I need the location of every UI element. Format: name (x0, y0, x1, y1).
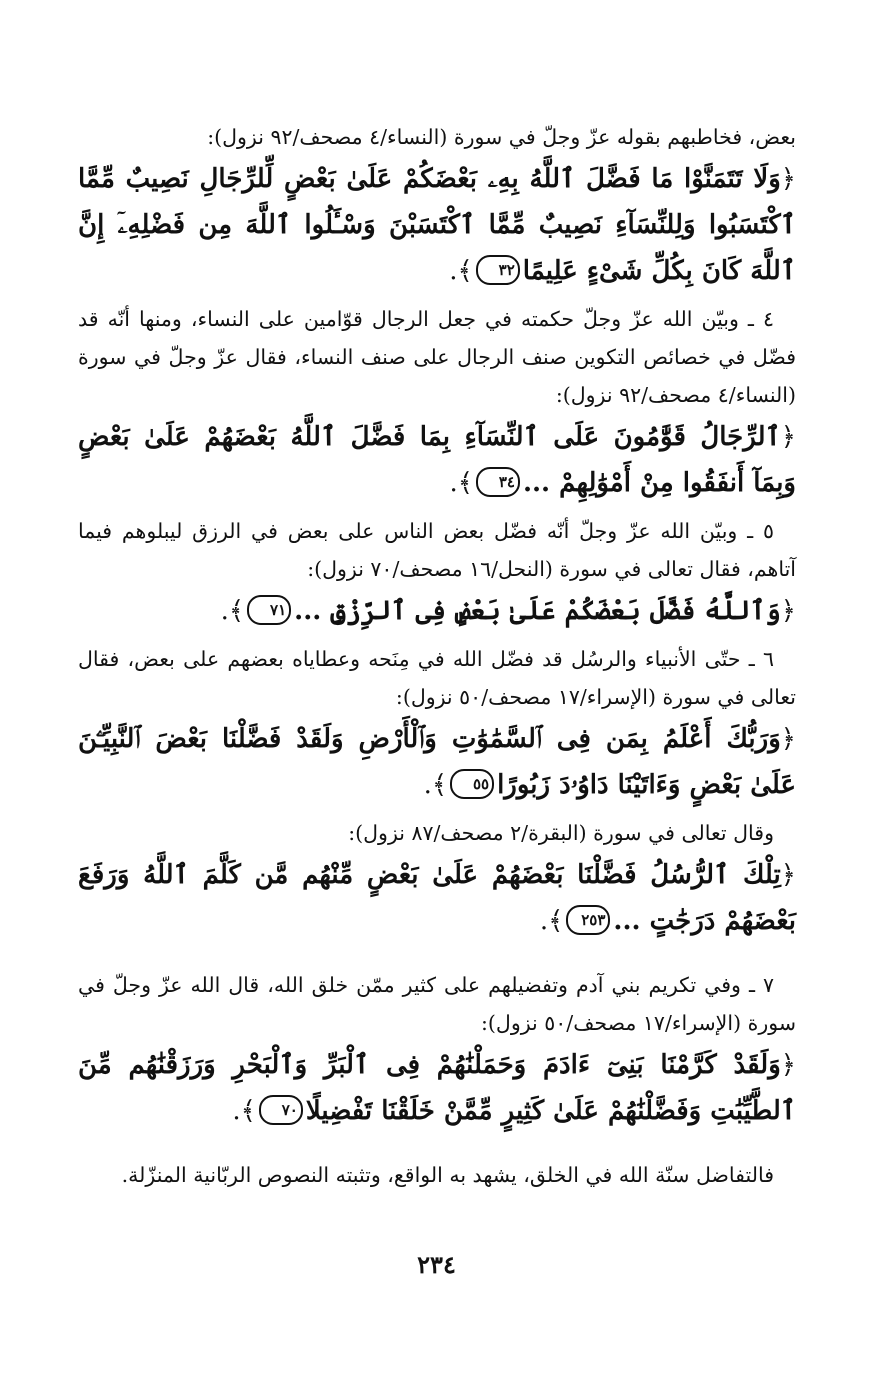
verse-text: وَلَقَدْ كَرَّمْنَا بَنِىٓ ءَادَمَ وَحَمَلْنَٰهُمْ فِى ٱلْبَرِّ وَٱلْبَحْرِ وَرَزَقْنَٰهُم مِّنَ ٱلطَّيِّبَٰتِ وَفَضَّلْنَٰهُمْ عَلَىٰ كَثِيرٍ مِّمَّنْ خَلَقْنَا تَفْضِيلًا (78, 1050, 796, 1126)
verse-open-bracket: ﴿ (780, 724, 796, 754)
spacer (78, 1140, 796, 1156)
verse-text: تِلْكَ ٱلرُّسُلُ فَضَّلْنَا بَعْضَهُمْ عَلَىٰ بَعْضٍ مِّنْهُم مَّن كَلَّمَ ٱللَّهُ وَرَفَعَ بَعْضَهُمْ دَرَجَٰتٍ ... (78, 860, 796, 936)
spacer (78, 950, 796, 966)
verse-open-bracket: ﴿ (780, 164, 796, 194)
verse-open-bracket: ﴿ (780, 596, 796, 626)
verse-text: وَلَا تَتَمَنَّوْا مَا فَضَّلَ ٱللَّهُ بِهِۦ بَعْضَكُمْ عَلَىٰ بَعْضٍ لِّلرِّجَالِ نَصِيبٌ مِّمَّا ٱكْتَسَبُوا وَلِلنِّسَآءِ نَصِيبٌ مِّمَّا ٱكْتَسَبْنَ وَسْـَٔلُوا ٱللَّهَ مِن فَضْلِهِۦٓ إِنَّ ٱللَّهَ كَانَ بِكُلِّ شَىْءٍ عَلِيمًا (78, 164, 796, 286)
quran-verse (78, 414, 796, 506)
paragraph: ٧ ـ وفي تكريم بني آدم وتفضيلهم على كثير ممّن خلق الله، قال الله عزّ وجلّ في سورة (الإسراء/١٧ مصحف/٥٠ نزول): (78, 973, 796, 1035)
quran-verse (78, 588, 796, 634)
ayah-number-badge: ٧١ (247, 595, 291, 625)
verse-close-bracket: ﴾. (232, 1096, 256, 1126)
quran-verse (78, 156, 796, 294)
paragraph: ٦ ـ حتّى الأنبياء والرسُل قد فضّل الله في مِنَحه وعطاياه بعضهم على بعض، فقال تعالى في سورة (الإسراء/١٧ مصحف/٥٠ نزول): (78, 647, 796, 709)
ayah-number-badge: ٣٤ (476, 467, 520, 497)
ayah-number-badge: ٧٠ (259, 1095, 303, 1125)
page-number: ٢٣٤ (417, 1250, 456, 1279)
verse-text: ٱلرِّجَالُ قَوَّٰمُونَ عَلَى ٱلنِّسَآءِ بِمَا فَضَّلَ ٱللَّهُ بَعْضَهُمْ عَلَىٰ بَعْضٍ وَبِمَآ أَنفَقُوا مِنْ أَمْوَٰلِهِمْ ... (78, 422, 796, 498)
page-body (78, 118, 796, 1194)
verse-open-bracket: ﴿ (780, 422, 796, 452)
verse-close-bracket: ﴾. (449, 468, 473, 498)
quran-verse (78, 852, 796, 944)
verse-text: وَرَبُّكَ أَعْلَمُ بِمَن فِى ٱلسَّمَٰوَٰتِ وَٱلْأَرْضِ وَلَقَدْ فَضَّلْنَا بَعْضَ ٱلنَّبِيِّـۧنَ عَلَىٰ بَعْضٍ وَءَاتَيْنَا دَاوُۥدَ زَبُورًا (78, 724, 796, 800)
verse-close-bracket: ﴾. (449, 256, 473, 286)
quran-verse (78, 716, 796, 808)
paragraph: وقال تعالى في سورة (البقرة/٢ مصحف/٨٧ نزول): (348, 821, 774, 845)
paragraph: بعض، فخاطبهم بقوله عزّ وجلّ في سورة (النساء/٤ مصحف/٩٢ نزول): (207, 125, 796, 149)
verse-close-bracket: ﴾. (423, 770, 448, 800)
paragraph: ٤ ـ وبيّن الله عزّ وجلّ حكمته في جعل الرجال قوّامين على النساء، ومنها أنّه قد فضّل في خصائص التكوين صنف الرجال على صنف النساء، فقال عزّ وجلّ في سورة (النساء/٤ مصحف/٩٢ نزول): (78, 307, 796, 407)
paragraph: ٥ ـ وبيّن الله عزّ وجلّ أنّه فضّل بعض الناس على بعض في الرزق ليبلوهم فيما آتاهم، فقال تعالى في سورة (النحل/١٦ مصحف/٧٠ نزول): (78, 519, 796, 581)
verse-close-bracket: ﴾. (539, 906, 564, 936)
ayah-number-badge: ٢٥٣ (566, 905, 610, 935)
ayah-number-badge: ٥٥ (450, 769, 494, 799)
verse-close-bracket: ﴾. (220, 596, 245, 626)
verse-open-bracket: ﴿ (780, 860, 796, 890)
quran-verse (78, 1042, 796, 1134)
ayah-number-badge: ٣٢ (476, 255, 520, 285)
paragraph: فالتفاضل سنّة الله في الخلق، يشهد به الواقع، وتثبته النصوص الربّانية المنزّلة. (121, 1163, 774, 1187)
verse-text: وَٱللَّهُ فَضَّلَ بَعْضَكُمْ عَلَىٰ بَعْضٍ فِى ٱلرِّزْقِ ... (294, 596, 781, 626)
verse-open-bracket: ﴿ (780, 1050, 796, 1080)
